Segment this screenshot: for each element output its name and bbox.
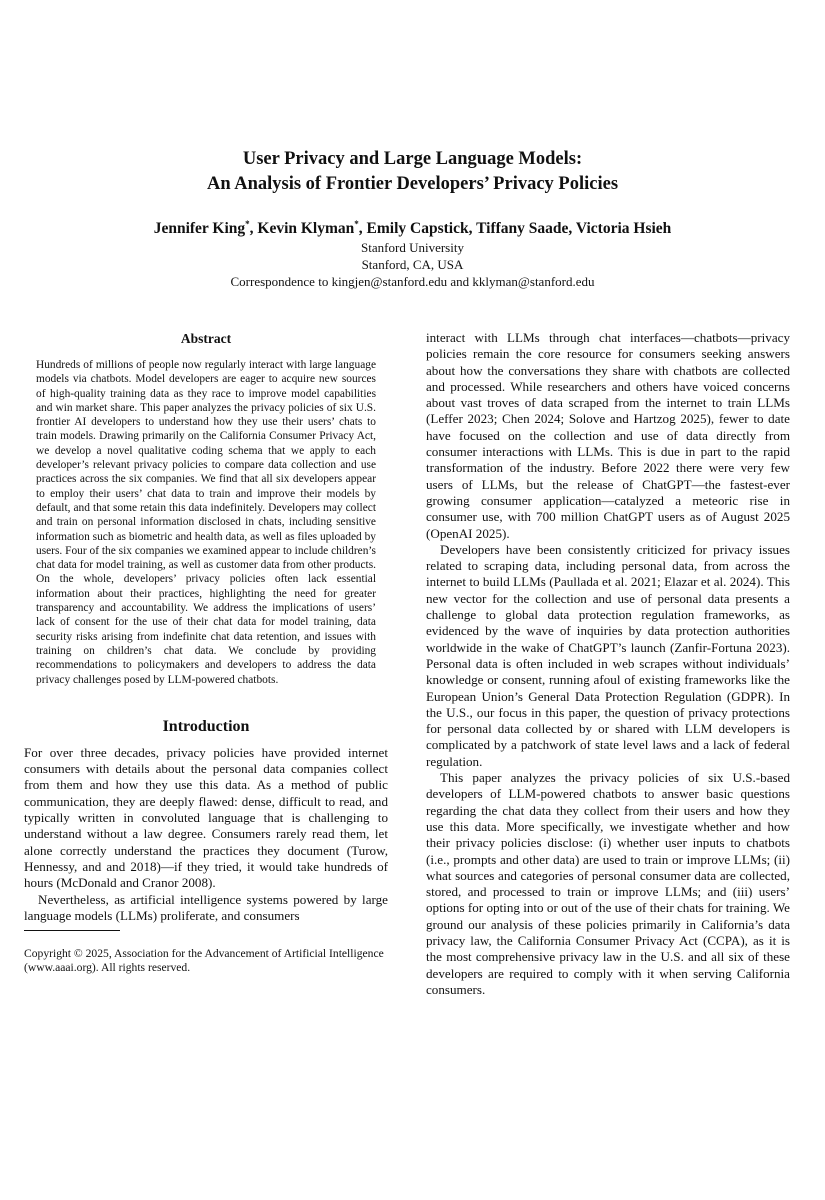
paper-title — [0, 147, 825, 197]
footnote-rule — [24, 930, 120, 931]
copyright-notice: Copyright © 2025, Association for the Advancement of Artificial Intelligence (www.aaai.org). All rights reserved. — [24, 947, 384, 975]
author-mark: * — [354, 219, 359, 229]
author-name: Kevin Klyman — [257, 220, 355, 238]
intro-paragraph-1: For over three decades, privacy policies have provided internet consumers with details about the personal data companies collect from them and how they use this data. As a method of public communication, they are deeply flawed: dense, difficult to read, and typically written in convoluted language that is challenging to understand without a law degree. Consumers rarely read them, let alone correctly understand the practices they document (Turow, Hennessy, and and 2018)—if they tried, it would take hundreds of hours (McDonald and Cranor 2008). — [24, 744, 388, 891]
location: Stanford, CA, USA — [361, 257, 464, 272]
title-line-2: An Analysis of Frontier Developers’ Privacy Policies — [206, 174, 619, 194]
intro-paragraph-3: interact with LLMs through chat interfaces—chatbots—privacy policies remain the core resource for consumers seeking answers about how the conversations they share with chatbots are collected and processed. While researchers and others have voiced concerns about vast troves of data scraped from the internet to train LLMs (Leffer 2023; Chen 2024; Solove and Hartzog 2025), fewer to date have focused on the collection and use of data directly from consumer interactions with LLMs. This is due in part to the rapid transformation of the industry. Before 2022 there were very few users of LLMs, but the release of ChatGPT—the fastest-ever growing consumer application—catalyzed a meteoric rise in consumer use, with 700 million ChatGPT users as of August 2025 (OpenAI 2025). — [426, 330, 790, 541]
author-name: Victoria Hsieh — [575, 220, 672, 238]
affiliation: Stanford University — [361, 240, 464, 255]
correspondence: Correspondence to kingjen@stanford.edu and kklyman@stanford.edu — [230, 274, 595, 289]
intro-paragraph-4: Developers have been consistently criticized for privacy issues related to scraping data, including personal data, from across the internet to build LLMs (Paullada et al. 2021; Elazar et al. 2024). This new vector for the collection and use of personal data presents a challenge to global data protection regulation frameworks, as evidenced by the wave of inquiries by data protection authorities worldwide in the wake of ChatGPT’s launch (Zanfir-Fortuna 2023). Personal data is often included in web scrapes without individuals’ knowledge or consent, running afoul of existing frameworks like the European Union’s General Data Protection Regulation (GDPR). In the U.S., our focus in this paper, the question of privacy protections for personal data collected by or shared with LLM developers is complicated by a patchwork of state level laws and a lack of federal regulation. — [426, 541, 790, 769]
author-name: Jennifer King — [153, 220, 246, 238]
intro-paragraph-5: This paper analyzes the privacy policies of six U.S.-based developers of LLM-powered chatbots to answer basic questions regarding the chat data they collect from their users and how they use this data. More specifically, we investigate whether and how their privacy policies disclose: (i) whether user inputs to chatbots (i.e., prompts and other data) are used to train or improve LLMs; (ii) what sources and categories of personal consumer data are collected, stored, and processed to train or improve LLMs; and (iii) users’ options for opting into or out of the use of their chats for training. We ground our analysis of these policies primarily in California’s data privacy law, the California Consumer Privacy Act (CCPA), as it is the most comprehensive privacy law in the U.S. and all six of these developers are required to comply with it when serving California consumers. — [426, 770, 790, 997]
affiliation-block — [0, 239, 825, 290]
right-column — [426, 330, 790, 998]
abstract-heading: Abstract — [180, 331, 232, 346]
abstract-text: Hundreds of millions of people now regularly interact with large language models via chatbots. Model developers are eager to acquire new sources of high-quality training data as they race to improve model capabilities and win market share. This paper analyzes the privacy policies of six U.S. frontier AI developers to understand how they use their users’ chats to train models. Drawing primarily on the California Consumer Privacy Act, we develop a novel qualitative coding schema that we apply to each developer’s relevant privacy policies to compare data collection and use practices across the six companies. We find that all six developers appear to employ their users’ chat data to train and improve their models by default, and that some retain this data indefinitely. Developers may collect and train on personal information disclosed in chats, including sensitive information such as biometric and health data, as well as files uploaded by users. Four of the six companies we examined appear to include children’s chat data for model training, as well as customer data from other products. On the whole, developers’ privacy policies often lack essential information about their practices, highlighting the need for greater transparency and accountability. We address the implications of users’ lack of consent for the use of their chat data for model training, data security risks arising from indefinite chat data retention, and issues with training on children’s chat data. We conclude by providing recommendations to policymakers and developers to address the data privacy challenges posed by LLM-powered chatbots. — [36, 359, 376, 686]
title-line-1: User Privacy and Large Language Models: — [242, 149, 583, 169]
author-name: Emily Capstick — [366, 220, 469, 238]
author-mark: * — [245, 219, 250, 229]
intro-paragraph-2: Nevertheless, as artificial intelligence systems powered by large language models (LLMs) proliferate, and consumers — [24, 891, 388, 923]
author-name: Tiffany Saade — [476, 220, 569, 238]
introduction-heading: Introduction — [162, 717, 250, 735]
left-column — [24, 330, 388, 976]
author-list: Jennifer King*, Kevin Klyman*, Emily Capstick, Tiffany Saade, Victoria Hsieh — [153, 219, 672, 238]
